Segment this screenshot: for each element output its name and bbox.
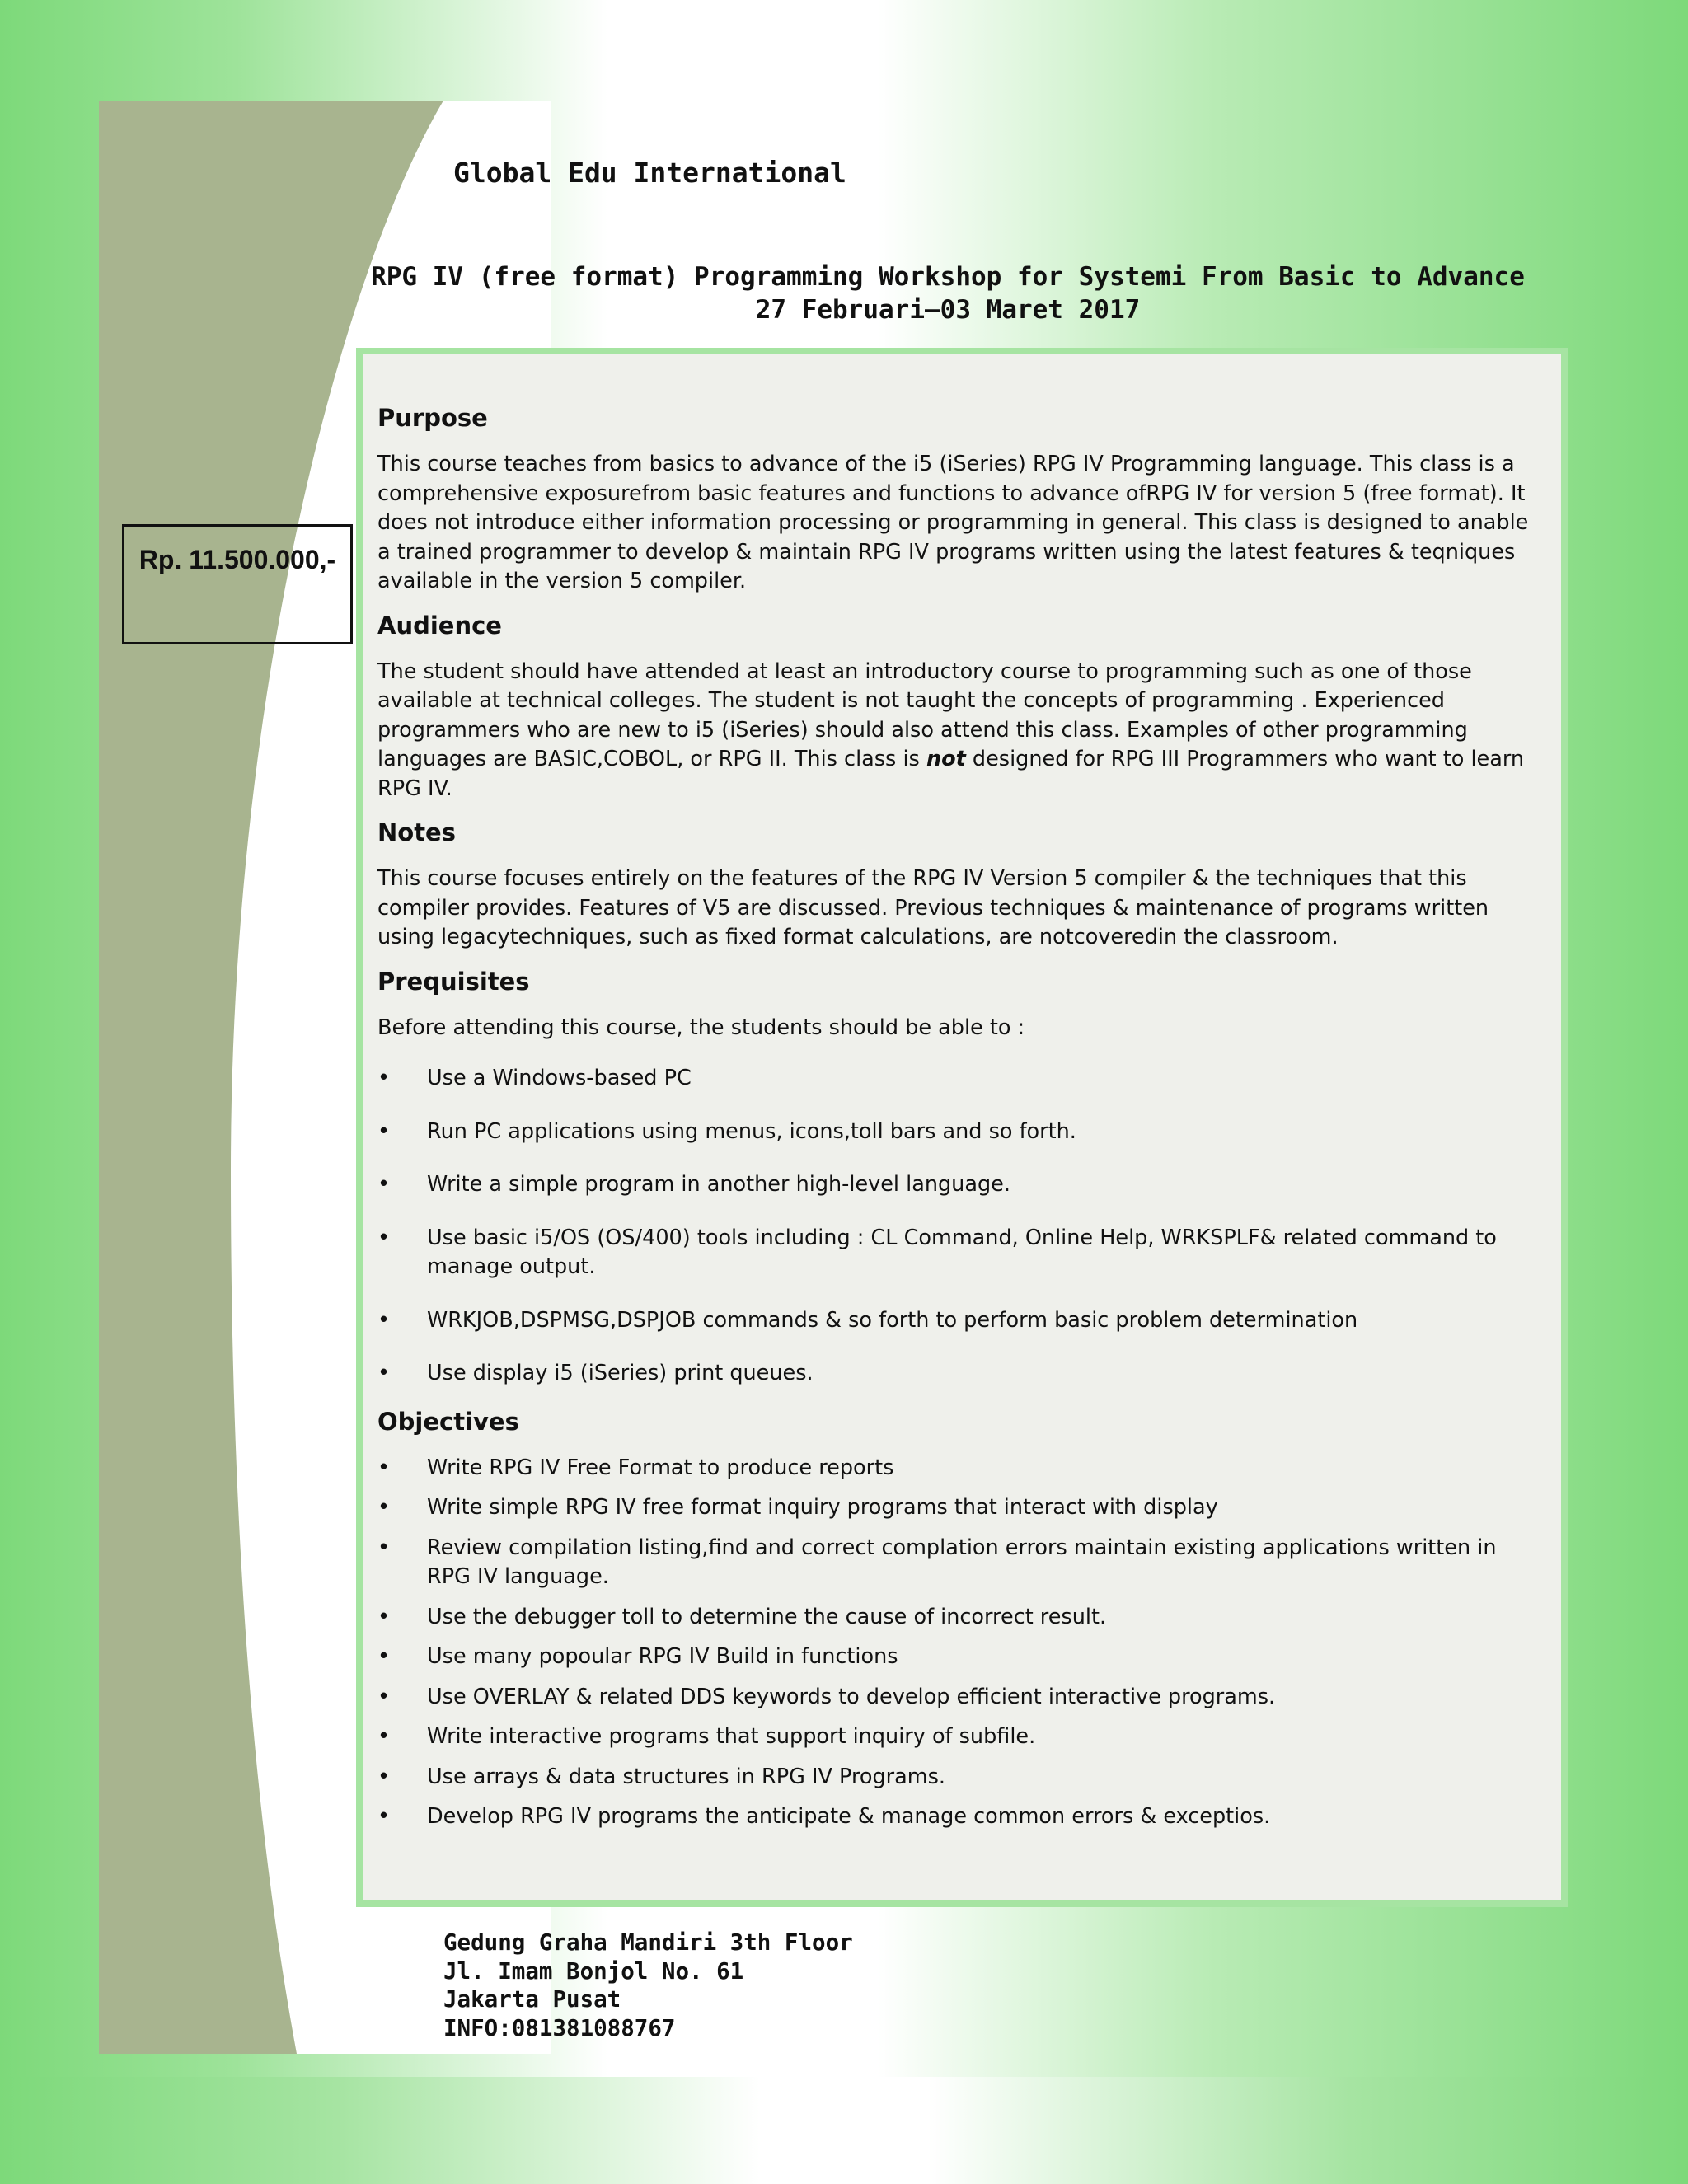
list-item: • Use a Windows-based PC <box>377 1064 1545 1094</box>
price-label: Rp. 11.500.000,- <box>138 545 336 574</box>
bullet-icon: • <box>377 1604 391 1629</box>
notes-text: This course focuses entirely on the features of the RPG IV Version 5 compiler & the techniques that this compiler provides. Features of V5 are discussed. Previous techniques & maintenance of programs written using legacytechniques, such as fixed format calculations, are notcoveredin the classroom. <box>377 866 1489 949</box>
list-item: • WRKJOB,DSPMSG,DSPJOB commands & so forth to perform basic problem determination <box>377 1306 1545 1336</box>
bullet-icon: • <box>377 1495 391 1520</box>
audience-text <box>377 658 1545 804</box>
contact-info: INFO:081381088767 <box>443 2014 676 2041</box>
list-item: • Use OVERLAY & related DDS keywords to develop efficient interactive programs. <box>377 1683 1545 1713</box>
workshop-title: RPG IV (free format) Programming Workshop for Systemi From Basic to Advance <box>371 262 1525 292</box>
course-content-box <box>356 348 1568 1907</box>
workshop-dates: 27 Februari–03 Maret 2017 <box>755 295 1141 325</box>
prerequisites-intro: Before attending this course, the students should be able to : <box>377 1015 1025 1040</box>
bullet-icon: • <box>377 1764 391 1789</box>
list-item: • Write interactive programs that support inquiry of subfile. <box>377 1722 1545 1752</box>
address-line-street: Jl. Imam Bonjol No. 61 <box>443 1957 744 1985</box>
purpose-text: This course teaches from basics to advance of the i5 (iSeries) RPG IV Programming language. This class is a comprehensive exposurefrom basic features and functions to advance ofRPG IV for version 5 (free format). It does not introduce either information processing or programming in general. This class is designed to anable a trained programmer to develop & maintain RPG IV programs written using the latest features & teqniques available in the version 5 compiler. <box>377 452 1529 593</box>
background-bottom-band <box>0 2077 1688 2184</box>
list-item: • Use many popoular RPG IV Build in functions <box>377 1643 1545 1672</box>
bullet-icon: • <box>377 1644 391 1669</box>
address-line-city: Jakarta Pusat <box>443 1986 621 2013</box>
bullet-icon: • <box>377 1118 391 1144</box>
list-item: • Write RPG IV Free Format to produce reports <box>377 1454 1545 1483</box>
address-line-building: Gedung Graha Mandiri 3th Floor <box>443 1929 853 1956</box>
organization-name: Global Edu International <box>453 157 846 189</box>
bullet-icon: • <box>377 1684 391 1709</box>
price-box <box>122 524 353 644</box>
objectives-heading: Objectives <box>377 1407 519 1436</box>
workshop-header <box>354 260 1541 326</box>
bullet-icon: • <box>377 1172 391 1197</box>
list-item: • Use basic i5/OS (OS/400) tools including : CL Command, Online Help, WRKSPLF& related command to manage output. <box>377 1225 1497 1279</box>
audience-heading: Audience <box>377 611 502 640</box>
list-item: • Run PC applications using menus, icons,toll bars and so forth. <box>377 1118 1545 1147</box>
purpose-heading: Purpose <box>377 404 488 432</box>
list-item: • Use arrays & data structures in RPG IV Programs. <box>377 1763 1545 1793</box>
objectives-list <box>377 1454 1545 1832</box>
address-block <box>443 1929 853 2042</box>
prerequisites-list <box>377 1064 1545 1389</box>
bullet-icon: • <box>377 1066 391 1090</box>
bullet-icon: • <box>377 1804 391 1829</box>
bullet-icon: • <box>377 1225 391 1250</box>
list-item: • Write a simple program in another high-level language. <box>377 1170 1545 1200</box>
list-item: • Develop RPG IV programs the anticipate & manage common errors & exceptios. <box>377 1802 1545 1832</box>
audience-emphasis: not <box>926 747 966 771</box>
list-item: • Review compilation listing,find and correct complation errors maintain existing applications written in RPG IV language. <box>377 1535 1497 1589</box>
notes-heading: Notes <box>377 818 456 846</box>
bullet-icon: • <box>377 1361 391 1385</box>
list-item: • Use display i5 (iSeries) print queues. <box>377 1359 1545 1389</box>
prerequisites-heading: Prequisites <box>377 967 530 996</box>
audience-text-after: designed for RPG III Programmers who want to learn RPG IV. <box>377 747 1525 801</box>
list-item: • Write simple RPG IV free format inquiry programs that interact with display <box>377 1493 1545 1523</box>
bullet-icon: • <box>377 1535 391 1560</box>
audience-text-before: The student should have attended at least an introductory course to programming such as one of those available at technical colleges. The student is not taught the concepts of programming . Experienced programmers who are new to i5 (iSeries) should also attend this class. Examples of other programming languages are BASIC,COBOL, or RPG II. This class is <box>377 658 1472 771</box>
bullet-icon: • <box>377 1307 391 1333</box>
list-item: • Use the debugger toll to determine the cause of incorrect result. <box>377 1603 1545 1633</box>
bullet-icon: • <box>377 1724 391 1749</box>
bullet-icon: • <box>377 1455 391 1480</box>
